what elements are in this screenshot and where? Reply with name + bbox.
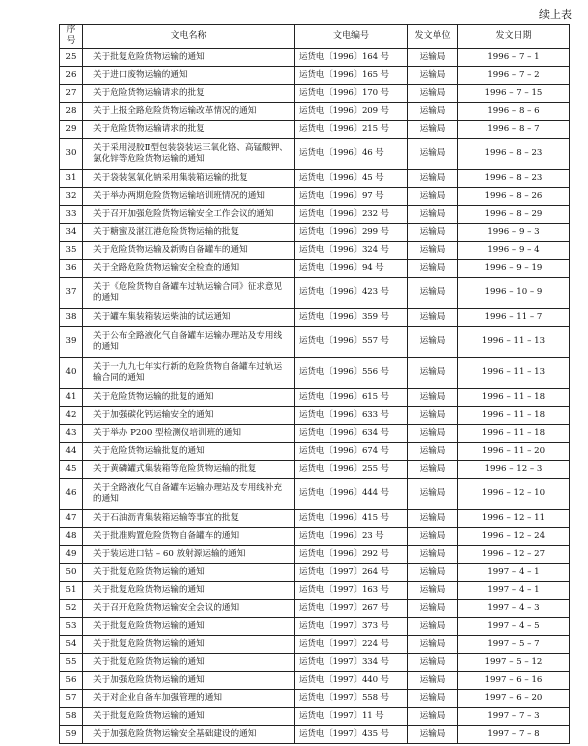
- cell-title: 关于危险货物运输批复的通知: [83, 442, 295, 460]
- cell-unit: 运输局: [408, 241, 458, 259]
- cell-num: 27: [60, 84, 83, 102]
- cell-num: 52: [60, 599, 83, 617]
- cell-date: 1996 – 8 – 23: [458, 169, 570, 187]
- cell-num: 48: [60, 527, 83, 545]
- cell-title: 关于危险货物运输及新购自备罐车的通知: [83, 241, 295, 259]
- table-row: [60, 277, 570, 308]
- cell-unit: 运输局: [408, 187, 458, 205]
- cell-date: 1997 – 4 – 1: [458, 563, 570, 581]
- table-row: [60, 357, 570, 388]
- cell-num: 50: [60, 563, 83, 581]
- cell-unit: 运输局: [408, 545, 458, 563]
- cell-title: 关于批准购置危险货物自备罐车的通知: [83, 527, 295, 545]
- table-header-row: [60, 25, 570, 49]
- cell-num: 25: [60, 48, 83, 66]
- cell-title: 关于批复危险货物运输的通知: [83, 653, 295, 671]
- cell-unit: 运输局: [408, 357, 458, 388]
- table-row: [60, 545, 570, 563]
- cell-code: 运货电〔1996〕209 号: [295, 102, 408, 120]
- cell-num: 32: [60, 187, 83, 205]
- cell-num: 26: [60, 66, 83, 84]
- cell-unit: 运输局: [408, 308, 458, 326]
- cell-unit: 运输局: [408, 406, 458, 424]
- cell-date: 1997 – 7 – 3: [458, 707, 570, 725]
- cell-num: 30: [60, 138, 83, 169]
- cell-title: 关于罐车集装箱装运柴油的试运通知: [83, 308, 295, 326]
- table-row: [60, 635, 570, 653]
- cell-date: 1996 – 9 – 19: [458, 259, 570, 277]
- cell-date: 1997 – 5 – 7: [458, 635, 570, 653]
- continued-label: 续上表: [539, 8, 572, 21]
- cell-unit: 运输局: [408, 169, 458, 187]
- cell-code: 运货电〔1996〕164 号: [295, 48, 408, 66]
- table-row: [60, 406, 570, 424]
- table-row: [60, 424, 570, 442]
- cell-unit: 运输局: [408, 84, 458, 102]
- cell-num: 49: [60, 545, 83, 563]
- cell-title: 关于召开加强危险货物运输安全工作会议的通知: [83, 205, 295, 223]
- cell-title: 关于加强危险货物运输的通知: [83, 671, 295, 689]
- cell-code: 运货电〔1996〕45 号: [295, 169, 408, 187]
- table-row: [60, 388, 570, 406]
- header-num: 序号: [60, 25, 83, 49]
- cell-unit: 运输局: [408, 326, 458, 357]
- cell-num: 31: [60, 169, 83, 187]
- table-row: [60, 509, 570, 527]
- cell-num: 34: [60, 223, 83, 241]
- cell-date: 1997 – 4 – 1: [458, 581, 570, 599]
- table-row: [60, 187, 570, 205]
- cell-title: 关于全路危险货物运输安全检查的通知: [83, 259, 295, 277]
- cell-date: 1996 – 8 – 23: [458, 138, 570, 169]
- cell-code: 运货电〔1996〕215 号: [295, 120, 408, 138]
- cell-unit: 运输局: [408, 442, 458, 460]
- cell-unit: 运输局: [408, 635, 458, 653]
- cell-code: 运货电〔1996〕232 号: [295, 205, 408, 223]
- cell-title: 关于举办 P200 型检测仪培训班的通知: [83, 424, 295, 442]
- cell-code: 运货电〔1996〕557 号: [295, 326, 408, 357]
- cell-date: 1997 – 5 – 12: [458, 653, 570, 671]
- cell-code: 运货电〔1997〕440 号: [295, 671, 408, 689]
- cell-code: 运货电〔1996〕165 号: [295, 66, 408, 84]
- cell-date: 1996 – 11 – 18: [458, 388, 570, 406]
- cell-title: 关于危险货物运输请求的批复: [83, 84, 295, 102]
- cell-unit: 运输局: [408, 424, 458, 442]
- cell-date: 1996 – 8 – 7: [458, 120, 570, 138]
- cell-title: 关于批复危险货物运输的通知: [83, 48, 295, 66]
- cell-code: 运货电〔1996〕674 号: [295, 442, 408, 460]
- cell-unit: 运输局: [408, 120, 458, 138]
- cell-date: 1996 – 12 – 11: [458, 509, 570, 527]
- cell-date: 1996 – 9 – 4: [458, 241, 570, 259]
- cell-num: 47: [60, 509, 83, 527]
- table-row: [60, 527, 570, 545]
- table-body: [60, 48, 570, 743]
- table-row: [60, 725, 570, 743]
- cell-title: 关于批复危险货物运输的通知: [83, 707, 295, 725]
- cell-code: 运货电〔1996〕46 号: [295, 138, 408, 169]
- cell-unit: 运输局: [408, 478, 458, 509]
- cell-num: 41: [60, 388, 83, 406]
- table-row: [60, 460, 570, 478]
- cell-num: 37: [60, 277, 83, 308]
- cell-unit: 运输局: [408, 259, 458, 277]
- table-row: [60, 689, 570, 707]
- cell-date: 1997 – 4 – 5: [458, 617, 570, 635]
- cell-num: 54: [60, 635, 83, 653]
- cell-unit: 运输局: [408, 277, 458, 308]
- cell-unit: 运输局: [408, 527, 458, 545]
- cell-num: 44: [60, 442, 83, 460]
- cell-code: 运货电〔1996〕415 号: [295, 509, 408, 527]
- header-unit: 发文单位: [408, 25, 458, 49]
- cell-code: 运货电〔1996〕556 号: [295, 357, 408, 388]
- cell-code: 运货电〔1996〕634 号: [295, 424, 408, 442]
- table-row: [60, 48, 570, 66]
- table-row: [60, 259, 570, 277]
- cell-unit: 运输局: [408, 617, 458, 635]
- cell-unit: 运输局: [408, 707, 458, 725]
- cell-unit: 运输局: [408, 599, 458, 617]
- table-row: [60, 326, 570, 357]
- cell-code: 运货电〔1997〕163 号: [295, 581, 408, 599]
- cell-title: 关于黄磷罐式集装箱等危险货物运输的批复: [83, 460, 295, 478]
- cell-title: 关于对企业自备车加强管理的通知: [83, 689, 295, 707]
- header-code: 文电编号: [295, 25, 408, 49]
- cell-date: 1996 – 9 – 3: [458, 223, 570, 241]
- cell-code: 运货电〔1997〕264 号: [295, 563, 408, 581]
- cell-unit: 运输局: [408, 205, 458, 223]
- cell-title: 关于批复危险货物运输的通知: [83, 563, 295, 581]
- cell-unit: 运输局: [408, 581, 458, 599]
- table-row: [60, 66, 570, 84]
- cell-date: 1996 – 8 – 6: [458, 102, 570, 120]
- cell-title: 关于《危险货物自备罐车过轨运输合同》征求意见的通知: [83, 277, 295, 308]
- cell-unit: 运输局: [408, 725, 458, 743]
- cell-date: 1997 – 7 – 8: [458, 725, 570, 743]
- cell-code: 运货电〔1997〕435 号: [295, 725, 408, 743]
- cell-code: 运货电〔1997〕224 号: [295, 635, 408, 653]
- cell-unit: 运输局: [408, 460, 458, 478]
- cell-code: 运货电〔1996〕170 号: [295, 84, 408, 102]
- cell-title: 关于加强碳化钙运输安全的通知: [83, 406, 295, 424]
- cell-code: 运货电〔1996〕94 号: [295, 259, 408, 277]
- header-date: 发文日期: [458, 25, 570, 49]
- cell-code: 运货电〔1996〕324 号: [295, 241, 408, 259]
- table-row: [60, 84, 570, 102]
- table-row: [60, 617, 570, 635]
- cell-code: 运货电〔1997〕11 号: [295, 707, 408, 725]
- table-row: [60, 120, 570, 138]
- cell-code: 运货电〔1996〕359 号: [295, 308, 408, 326]
- cell-code: 运货电〔1996〕633 号: [295, 406, 408, 424]
- cell-date: 1996 – 12 – 24: [458, 527, 570, 545]
- cell-code: 运货电〔1996〕299 号: [295, 223, 408, 241]
- table-row: [60, 223, 570, 241]
- cell-title: 关于一九九七年实行新的危险货物自备罐车过轨运输合同的通知: [83, 357, 295, 388]
- cell-num: 33: [60, 205, 83, 223]
- cell-date: 1996 – 11 – 7: [458, 308, 570, 326]
- document-table: [59, 24, 570, 744]
- cell-num: 28: [60, 102, 83, 120]
- table-row: [60, 707, 570, 725]
- cell-date: 1997 – 4 – 3: [458, 599, 570, 617]
- cell-title: 关于装运进口钴 – 60 放射源运输的通知: [83, 545, 295, 563]
- table-row: [60, 671, 570, 689]
- cell-code: 运货电〔1996〕292 号: [295, 545, 408, 563]
- cell-code: 运货电〔1996〕255 号: [295, 460, 408, 478]
- cell-unit: 运输局: [408, 138, 458, 169]
- cell-title: 关于加强危险货物运输安全基础建设的通知: [83, 725, 295, 743]
- cell-code: 运货电〔1996〕615 号: [295, 388, 408, 406]
- cell-unit: 运输局: [408, 509, 458, 527]
- cell-title: 关于袋装氢氧化钠采用集装箱运输的批复: [83, 169, 295, 187]
- cell-date: 1996 – 7 – 15: [458, 84, 570, 102]
- table-row: [60, 138, 570, 169]
- cell-num: 40: [60, 357, 83, 388]
- cell-unit: 运输局: [408, 66, 458, 84]
- table-row: [60, 308, 570, 326]
- cell-code: 运货电〔1996〕444 号: [295, 478, 408, 509]
- table-row: [60, 169, 570, 187]
- cell-unit: 运输局: [408, 48, 458, 66]
- cell-code: 运货电〔1997〕373 号: [295, 617, 408, 635]
- cell-date: 1997 – 6 – 16: [458, 671, 570, 689]
- cell-title: 关于批复危险货物运输的通知: [83, 581, 295, 599]
- cell-date: 1996 – 11 – 13: [458, 357, 570, 388]
- cell-unit: 运输局: [408, 223, 458, 241]
- cell-title: 关于批复危险货物运输的通知: [83, 617, 295, 635]
- cell-num: 45: [60, 460, 83, 478]
- cell-date: 1996 – 11 – 18: [458, 406, 570, 424]
- cell-code: 运货电〔1996〕423 号: [295, 277, 408, 308]
- cell-date: 1996 – 12 – 3: [458, 460, 570, 478]
- cell-code: 运货电〔1996〕97 号: [295, 187, 408, 205]
- table-row: [60, 241, 570, 259]
- cell-unit: 运输局: [408, 563, 458, 581]
- cell-title: 关于举办两期危险货物运输培训班情况的通知: [83, 187, 295, 205]
- cell-num: 58: [60, 707, 83, 725]
- cell-title: 关于全路液化气自备罐车运输办理站及专用线补充的通知: [83, 478, 295, 509]
- cell-title: 关于召开危险货物运输安全会议的通知: [83, 599, 295, 617]
- cell-date: 1996 – 7 – 1: [458, 48, 570, 66]
- cell-title: 关于危险货物运输请求的批复: [83, 120, 295, 138]
- table-row: [60, 442, 570, 460]
- cell-num: 35: [60, 241, 83, 259]
- cell-unit: 运输局: [408, 102, 458, 120]
- table-row: [60, 563, 570, 581]
- cell-title: 关于公布全路液化气自备罐车运输办理站及专用线的通知: [83, 326, 295, 357]
- cell-num: 38: [60, 308, 83, 326]
- cell-num: 39: [60, 326, 83, 357]
- cell-title: 关于进口废物运输的通知: [83, 66, 295, 84]
- cell-date: 1996 – 7 – 2: [458, 66, 570, 84]
- cell-num: 29: [60, 120, 83, 138]
- cell-num: 57: [60, 689, 83, 707]
- cell-title: 关于批复危险货物运输的通知: [83, 635, 295, 653]
- cell-title: 关于石油沥青集装箱运输等事宜的批复: [83, 509, 295, 527]
- cell-num: 43: [60, 424, 83, 442]
- cell-num: 53: [60, 617, 83, 635]
- cell-code: 运货电〔1997〕558 号: [295, 689, 408, 707]
- cell-date: 1996 – 10 – 9: [458, 277, 570, 308]
- cell-date: 1996 – 11 – 20: [458, 442, 570, 460]
- table-row: [60, 205, 570, 223]
- cell-num: 36: [60, 259, 83, 277]
- table-row: [60, 478, 570, 509]
- cell-title: 关于糖蜜及湛江港危险货物运输的批复: [83, 223, 295, 241]
- cell-date: 1996 – 11 – 13: [458, 326, 570, 357]
- table-row: [60, 653, 570, 671]
- cell-num: 51: [60, 581, 83, 599]
- cell-title: 关于采用浸胶Ⅱ型包装袋装运三氧化铬、高锰酸钾、氯化锌等危险货物运输的通知: [83, 138, 295, 169]
- cell-num: 56: [60, 671, 83, 689]
- cell-date: 1997 – 6 – 20: [458, 689, 570, 707]
- cell-title: 关于危险货物运输的批复的通知: [83, 388, 295, 406]
- cell-unit: 运输局: [408, 388, 458, 406]
- table-row: [60, 102, 570, 120]
- cell-num: 42: [60, 406, 83, 424]
- cell-unit: 运输局: [408, 653, 458, 671]
- cell-date: 1996 – 12 – 27: [458, 545, 570, 563]
- cell-date: 1996 – 8 – 29: [458, 205, 570, 223]
- table-row: [60, 599, 570, 617]
- cell-unit: 运输局: [408, 689, 458, 707]
- cell-date: 1996 – 11 – 18: [458, 424, 570, 442]
- cell-code: 运货电〔1997〕334 号: [295, 653, 408, 671]
- cell-title: 关于上报全路危险货物运输改革情况的通知: [83, 102, 295, 120]
- cell-num: 55: [60, 653, 83, 671]
- table-row: [60, 581, 570, 599]
- cell-code: 运货电〔1997〕267 号: [295, 599, 408, 617]
- cell-date: 1996 – 8 – 26: [458, 187, 570, 205]
- cell-code: 运货电〔1996〕23 号: [295, 527, 408, 545]
- cell-num: 46: [60, 478, 83, 509]
- header-title: 文电名称: [83, 25, 295, 49]
- cell-date: 1996 – 12 – 10: [458, 478, 570, 509]
- cell-num: 59: [60, 725, 83, 743]
- cell-unit: 运输局: [408, 671, 458, 689]
